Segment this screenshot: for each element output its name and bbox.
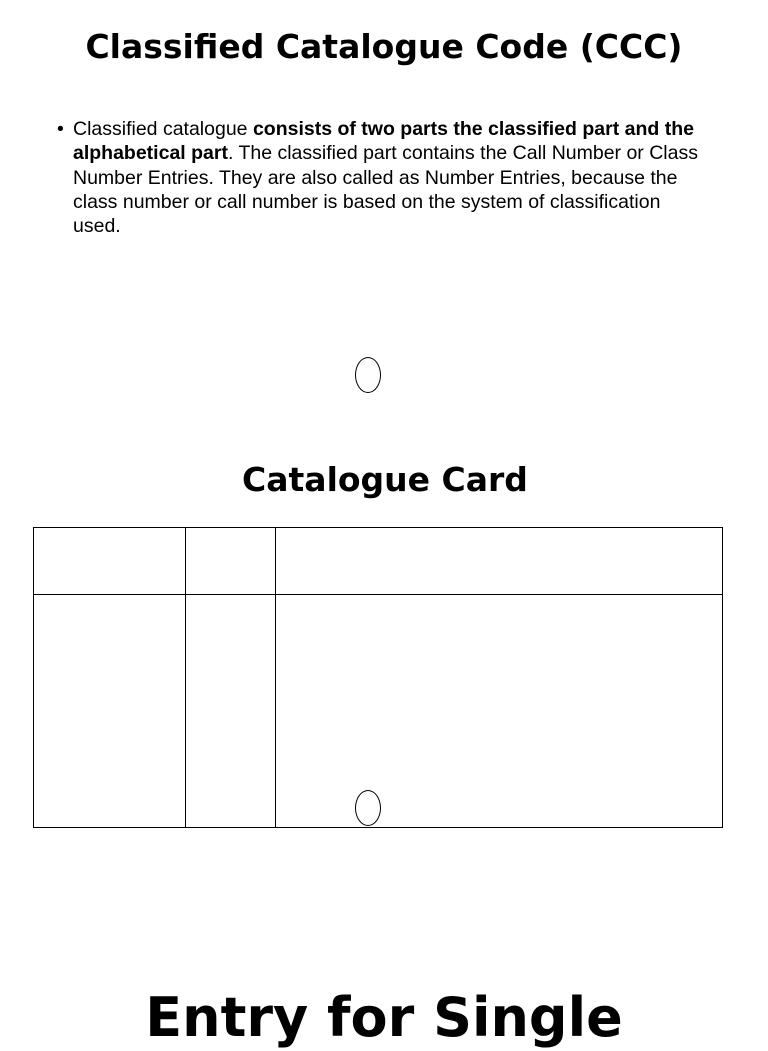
bullet-text-start: Classified catalogue — [73, 118, 253, 140]
oval-shape — [355, 357, 381, 393]
bullet-marker: • — [57, 118, 64, 140]
bullet-text — [73, 117, 707, 238]
next-slide-heading: Entry for Single — [145, 986, 623, 1049]
catalogue-card — [33, 527, 723, 828]
card-column-divider — [275, 528, 276, 827]
bullet-text-bold: consists of two parts the classified part and the alphabetical part — [73, 118, 694, 165]
card-row-divider — [34, 594, 722, 595]
card-column-divider — [185, 528, 186, 827]
bullet-paragraph — [57, 117, 707, 238]
catalogue-card-heading: Catalogue Card — [242, 460, 528, 499]
bullet-text-end: . The classified part contains the Call Number or Class Number Entries. They are also called as Number Entries, because the class number or call number is based on the system of classification used. — [73, 142, 698, 238]
card-hole-oval — [355, 790, 381, 826]
slide-title: Classified Catalogue Code (CCC) — [85, 27, 683, 66]
